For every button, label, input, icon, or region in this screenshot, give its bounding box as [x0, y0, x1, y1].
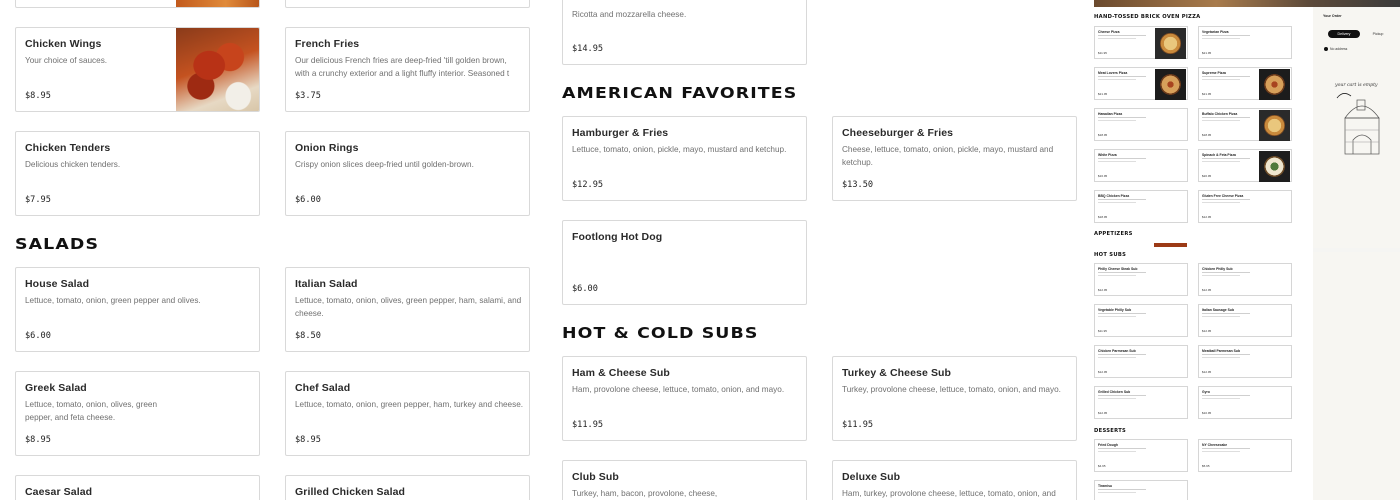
preview-card-line — [1202, 202, 1240, 203]
item-price: $8.95 — [25, 435, 51, 445]
item-name: Turkey & Cheese Sub — [842, 367, 952, 379]
item-description — [25, 398, 157, 424]
section-title-hot-cold-subs: HOT & COLD SUBS — [562, 324, 759, 342]
preview-card-name: Grilled Chicken Sub — [1098, 390, 1131, 394]
item-description — [295, 54, 509, 80]
preview-card-name: BBQ Chicken Pizza — [1098, 194, 1130, 198]
preview-menu-card — [1198, 263, 1292, 296]
section-title-american-favorites: AMERICAN FAVORITES — [562, 84, 798, 102]
preview-card-price: $21.95 — [1098, 92, 1108, 96]
preview-card-line — [1202, 354, 1250, 355]
preview-card-line — [1202, 448, 1250, 449]
menu-item-greek-salad[interactable] — [15, 371, 260, 456]
preview-card-name: Cheese Pizza — [1098, 30, 1120, 34]
menu-item-club-sub[interactable] — [562, 460, 807, 500]
menu-item-chicken-wings[interactable] — [15, 27, 260, 112]
preview-card-line — [1098, 492, 1136, 493]
item-price: $13.50 — [842, 180, 874, 190]
preview-card-line — [1202, 313, 1250, 314]
item-description: Lettuce, tomato, onion, green pepper and olives. — [25, 296, 201, 305]
item-name: House Salad — [25, 278, 90, 290]
pizza-oven-illustration-icon — [1327, 78, 1397, 168]
preview-card-line — [1098, 202, 1136, 203]
preview-section-appetizers: APPETIZERS — [1094, 231, 1133, 237]
preview-card-name: Tiramisu — [1098, 484, 1113, 488]
item-description-line: Lettuce, tomato, onion, olives, green pepper, ham, salami, and — [295, 296, 522, 305]
preview-section-subs: HOT SUBS — [1094, 252, 1127, 258]
item-name: Onion Rings — [295, 142, 359, 154]
preview-card-price: $12.95 — [1202, 329, 1212, 333]
preview-card-line — [1202, 275, 1240, 276]
item-price: $6.00 — [295, 195, 321, 205]
preview-card-photo — [1259, 69, 1290, 100]
menu-item-caesar-salad[interactable] — [15, 475, 260, 500]
item-description-line: pepper, and feta cheese. — [25, 413, 116, 422]
preview-card-price: $18.95 — [1098, 133, 1108, 137]
menu-item-italian-salad[interactable] — [285, 267, 530, 352]
item-description: Turkey, ham, bacon, provolone, cheese, — [572, 489, 718, 498]
item-price: $6.00 — [572, 284, 598, 294]
item-description-line: with a crunchy exterior and a light fluffy interior. Seasoned t — [295, 69, 510, 78]
menu-item-onion-rings[interactable] — [285, 131, 530, 216]
preview-card-line — [1098, 395, 1146, 396]
item-description-line: Cheese, lettuce, tomato, onion, pickle, mayo, mustard and — [842, 145, 1054, 154]
preview-order-panel — [1313, 8, 1400, 248]
preview-card-name: Chicken Parmesan Sub — [1098, 349, 1136, 353]
preview-card-line — [1202, 357, 1240, 358]
preview-card-photo — [1259, 151, 1290, 182]
item-description-line: ketchup. — [842, 158, 873, 167]
preview-card-line — [1202, 158, 1250, 159]
preview-card-line — [1098, 120, 1136, 121]
preview-card-line — [1202, 272, 1250, 273]
preview-section-desserts: DESSERTS — [1094, 428, 1127, 434]
preview-delivery-pill: Delivery — [1328, 30, 1360, 38]
preview-card-line — [1202, 79, 1240, 80]
food-photo — [176, 0, 259, 7]
item-name: Caesar Salad — [25, 486, 93, 498]
menu-item-ham-cheese-sub[interactable] — [562, 356, 807, 441]
item-price: $12.95 — [572, 180, 604, 190]
preview-card-price: $16.95 — [1098, 174, 1108, 178]
preview-menu-card — [1094, 149, 1188, 182]
preview-card-name: Chicken Philly Sub — [1202, 267, 1233, 271]
preview-card-line — [1098, 489, 1146, 490]
menu-preview-thumbnail — [1094, 0, 1400, 500]
preview-card-price: $20.95 — [1202, 174, 1212, 178]
preview-your-order: Your Order — [1323, 14, 1342, 18]
preview-card-photo — [1155, 28, 1186, 59]
preview-card-line — [1202, 38, 1240, 39]
menu-item-deluxe-sub[interactable] — [832, 460, 1077, 500]
item-price: $7.95 — [25, 195, 51, 205]
preview-card-line — [1202, 161, 1240, 162]
item-description-line: cheese. — [295, 309, 324, 318]
preview-card-name: Meatball Parmesan Sub — [1202, 349, 1241, 353]
item-name: Chicken Tenders — [25, 142, 111, 154]
preview-card-photo — [1155, 69, 1186, 100]
preview-card-price: $11.95 — [1098, 51, 1107, 55]
preview-menu-card — [1198, 149, 1292, 182]
preview-card-line — [1098, 76, 1146, 77]
preview-card-price: $12.95 — [1202, 370, 1212, 374]
preview-card-name: Gyro — [1202, 390, 1210, 394]
preview-card-line — [1202, 120, 1240, 121]
preview-card-line — [1202, 451, 1240, 452]
item-description-line: Our delicious French fries are deep-fried 'till golden brown, — [295, 56, 507, 65]
menu-item-card-top-left[interactable] — [15, 0, 260, 8]
preview-card-name: Meat Lovers Pizza — [1098, 71, 1128, 75]
menu-item-grilled-chicken-salad[interactable] — [285, 475, 530, 500]
preview-menu-card — [1198, 439, 1292, 472]
preview-menu-card — [1094, 345, 1188, 378]
location-pin-icon — [1324, 47, 1328, 51]
item-name: Club Sub — [572, 471, 619, 483]
item-price: $8.50 — [295, 331, 321, 341]
preview-card-line — [1098, 451, 1136, 452]
preview-hero-strip — [1094, 0, 1400, 7]
preview-menu-card — [1198, 67, 1292, 100]
item-price: $11.95 — [572, 420, 604, 430]
preview-card-name: White Pizza — [1098, 153, 1117, 157]
item-price: $14.95 — [572, 44, 604, 54]
preview-card-price: $12.95 — [1202, 288, 1212, 292]
preview-card-price: $12.95 — [1202, 215, 1212, 219]
item-description: Ham, provolone cheese, lettuce, tomato, onion, and mayo. — [572, 385, 785, 394]
item-name: Grilled Chicken Salad — [295, 486, 406, 498]
chicken-wings-photo — [176, 28, 259, 111]
preview-card-price: $12.95 — [1098, 288, 1108, 292]
item-name: Chef Salad — [295, 382, 351, 394]
preview-card-line — [1202, 395, 1250, 396]
preview-card-line — [1202, 199, 1250, 200]
preview-card-price: $11.95 — [1098, 329, 1107, 333]
preview-menu-card — [1198, 304, 1292, 337]
item-name: Italian Salad — [295, 278, 358, 290]
preview-card-photo — [1259, 110, 1290, 141]
menu-item-cheeseburger-fries[interactable] — [832, 116, 1077, 201]
preview-menu-card — [1094, 26, 1188, 59]
preview-menu-card — [1094, 190, 1188, 223]
item-description-line: Lettuce, tomato, onion, olives, green — [25, 400, 157, 409]
preview-card-line — [1098, 316, 1136, 317]
preview-card-line — [1098, 161, 1136, 162]
preview-card-line — [1202, 76, 1250, 77]
preview-card-name: Philly Cheese Steak Sub — [1098, 267, 1138, 271]
item-name: Hamburger & Fries — [572, 127, 669, 139]
preview-cart-empty: your cart is empty — [1335, 83, 1378, 88]
preview-card-name: Vegetable Philly Sub — [1098, 308, 1132, 312]
preview-menu-card — [1198, 345, 1292, 378]
preview-card-line — [1098, 35, 1146, 36]
item-name: Ham & Cheese Sub — [572, 367, 670, 379]
preview-card-line — [1202, 35, 1250, 36]
preview-card-line — [1098, 158, 1146, 159]
preview-card-name: NY Cheesecake — [1202, 443, 1228, 447]
preview-card-name: Buffalo Chicken Pizza — [1202, 112, 1238, 116]
item-description: Lettuce, tomato, onion, green pepper, ham, turkey and cheese. — [295, 400, 524, 409]
menu-item-house-salad[interactable] — [15, 267, 260, 352]
item-description: Ricotta and mozzarella cheese. — [572, 10, 687, 19]
preview-card-line — [1098, 199, 1146, 200]
menu-item-chef-salad[interactable] — [285, 371, 530, 456]
preview-menu-card — [1094, 108, 1188, 141]
preview-card-line — [1098, 38, 1136, 39]
item-price: $8.95 — [295, 435, 321, 445]
preview-card-price: $4.95 — [1098, 464, 1106, 468]
preview-card-price: $5.95 — [1202, 464, 1210, 468]
item-name: Deluxe Sub — [842, 471, 901, 483]
preview-card-line — [1098, 79, 1136, 80]
item-name: French Fries — [295, 38, 360, 50]
menu-item-turkey-cheese-sub[interactable] — [832, 356, 1077, 441]
preview-menu-card — [1094, 67, 1188, 100]
preview-card-price: $18.95 — [1202, 133, 1212, 137]
item-name: Cheeseburger & Fries — [842, 127, 954, 139]
item-name: Chicken Wings — [25, 38, 102, 50]
item-description: Ham, turkey, provolone cheese, lettuce, tomato, onion, and — [842, 489, 1056, 498]
preview-card-price: $21.95 — [1202, 92, 1212, 96]
preview-card-line — [1098, 117, 1146, 118]
preview-card-name: Supreme Pizza — [1202, 71, 1226, 75]
preview-card-line — [1098, 448, 1146, 449]
preview-card-price: $12.95 — [1098, 411, 1108, 415]
item-description: Turkey, provolone cheese, lettuce, tomato, onion, and mayo. — [842, 385, 1061, 394]
preview-menu-card — [1198, 190, 1292, 223]
item-description — [842, 143, 1053, 169]
item-price: $11.95 — [842, 420, 874, 430]
preview-card-line — [1098, 272, 1146, 273]
item-price: $6.00 — [25, 331, 51, 341]
preview-card-line — [1202, 398, 1240, 399]
preview-card-price: $18.95 — [1098, 215, 1108, 219]
section-title-salads: SALADS — [15, 235, 100, 253]
preview-card-price: $12.95 — [1098, 370, 1108, 374]
menu-item-card-top-middle[interactable] — [285, 0, 530, 8]
preview-card-line — [1098, 354, 1146, 355]
item-name: Greek Salad — [25, 382, 87, 394]
preview-card-line — [1098, 357, 1136, 358]
preview-card-price: $21.95 — [1202, 51, 1212, 55]
preview-card-line — [1098, 313, 1146, 314]
preview-menu-card — [1198, 26, 1292, 59]
preview-card-name: Spinach & Feta Pizza — [1202, 153, 1236, 157]
item-price: $8.95 — [25, 91, 51, 101]
preview-card-name: Gluten Free Cheese Pizza — [1202, 194, 1244, 198]
preview-no-address: No address — [1330, 47, 1348, 51]
preview-card-name: Fried Dough — [1098, 443, 1118, 447]
item-description: Your choice of sauces. — [25, 56, 108, 65]
preview-card-name: Italian Sausage Sub — [1202, 308, 1235, 312]
preview-menu-card — [1094, 263, 1188, 296]
preview-menu-card — [1094, 480, 1188, 500]
preview-menu-card — [1198, 386, 1292, 419]
menu-item-chicken-tenders[interactable] — [15, 131, 260, 216]
preview-menu-card — [1094, 386, 1188, 419]
item-price: $3.75 — [295, 91, 321, 101]
preview-section-pizza: HAND-TOSSED BRICK OVEN PIZZA — [1094, 14, 1201, 20]
preview-order-panel-lower — [1313, 252, 1400, 500]
item-description: Lettuce, tomato, onion, pickle, mayo, mustard and ketchup. — [572, 145, 787, 154]
preview-card-line — [1202, 316, 1240, 317]
item-name: Footlong Hot Dog — [572, 231, 663, 243]
preview-photo-strip — [1154, 243, 1187, 247]
menu-item-hamburger-fries[interactable] — [562, 116, 807, 201]
preview-card-name: Vegetarian Pizza — [1202, 30, 1229, 34]
preview-card-line — [1098, 398, 1136, 399]
preview-pickup-pill: Pickup — [1372, 32, 1384, 36]
preview-menu-card — [1094, 304, 1188, 337]
preview-menu-card — [1198, 108, 1292, 141]
preview-menu-card — [1094, 439, 1188, 472]
menu-item-footlong-hot-dog[interactable] — [562, 220, 807, 305]
preview-card-name: Hawaiian Pizza — [1098, 112, 1123, 116]
item-description: Delicious chicken tenders. — [25, 160, 121, 169]
item-description — [295, 294, 521, 320]
preview-card-line — [1098, 275, 1136, 276]
preview-card-price: $10.95 — [1202, 411, 1212, 415]
preview-menu-panel — [1094, 0, 1313, 500]
preview-card-line — [1202, 117, 1250, 118]
menu-item-french-fries[interactable] — [285, 27, 530, 112]
menu-item-ricotta[interactable] — [562, 0, 807, 65]
item-description: Crispy onion slices deep-fried until golden-brown. — [295, 160, 474, 169]
